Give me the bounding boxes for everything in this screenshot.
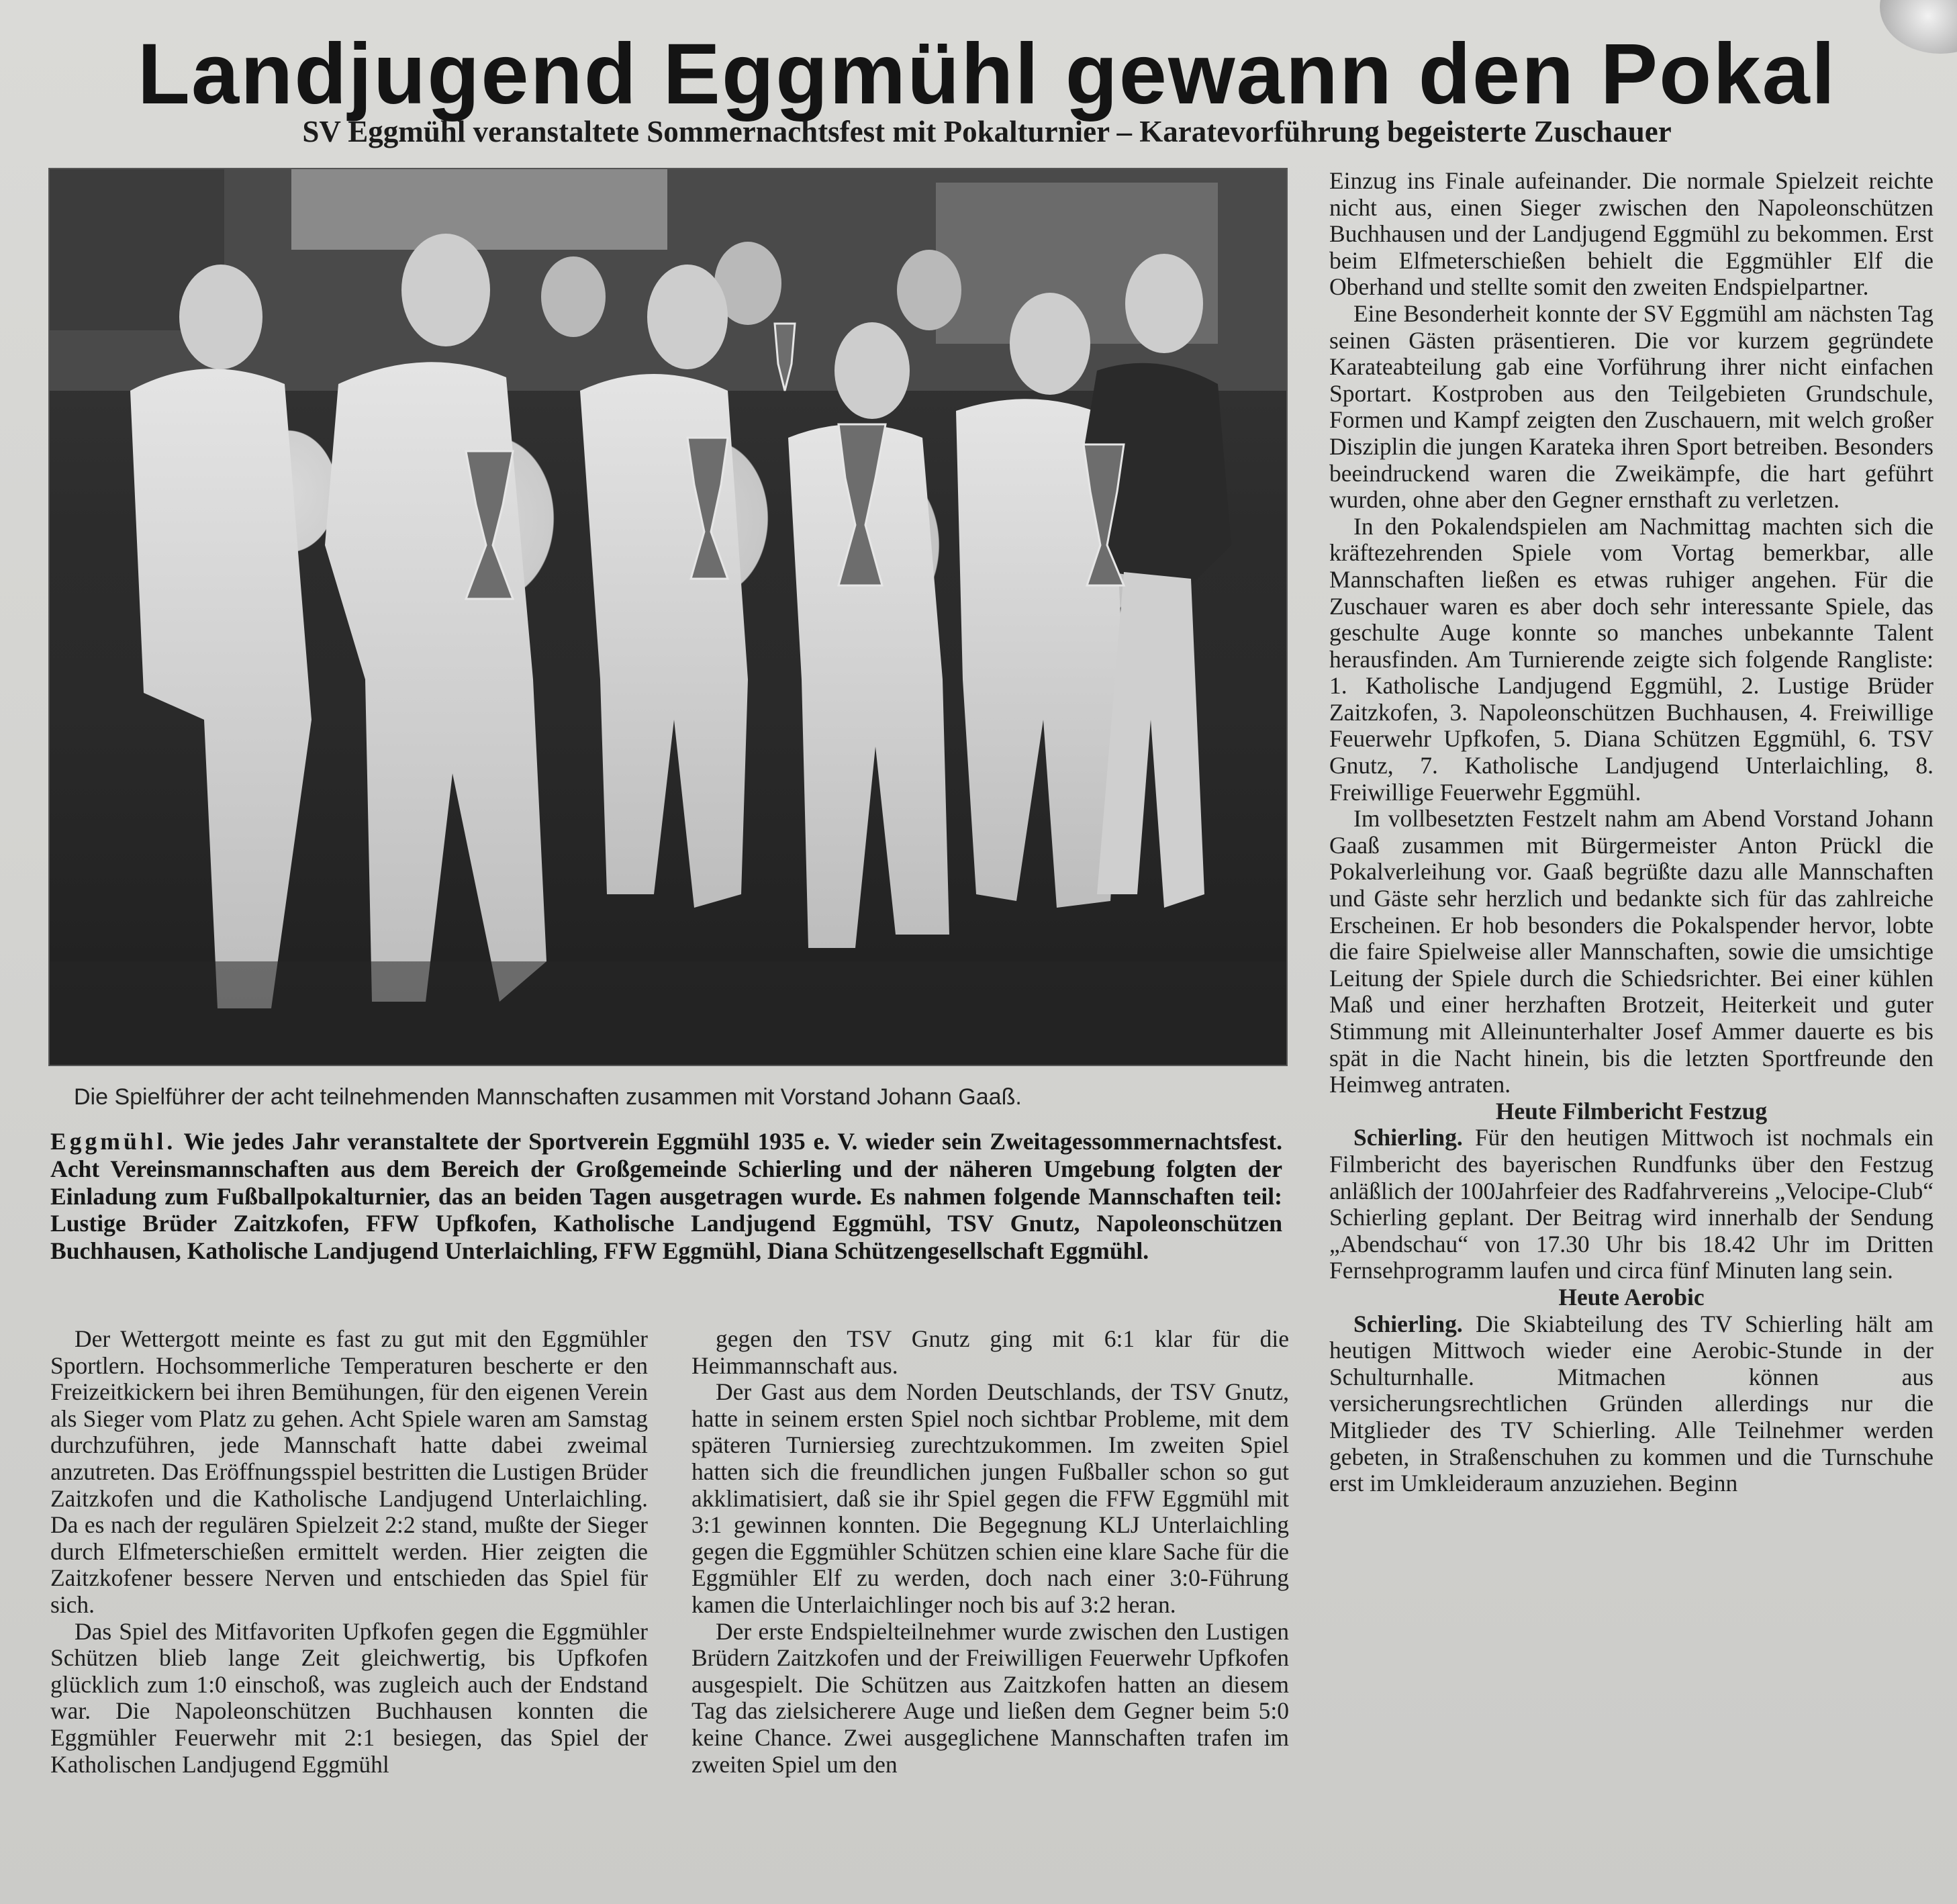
body-column-3: [1329, 168, 1934, 1497]
lead-paragraph: [50, 1128, 1282, 1265]
photo-caption: Die Spielführer der acht teilnehmenden Mannschaften zusammen mit Vorstand Johann Gaaß.: [74, 1084, 1022, 1110]
lead-dateline: Eggmühl.: [50, 1128, 177, 1155]
brief-dateline: Schierling.: [1353, 1124, 1463, 1151]
brief-heading-film: Heute Filmbericht Festzug: [1495, 1097, 1768, 1125]
paragraph: gegen den TSV Gnutz ging mit 6:1 klar für die Heimmannschaft aus.: [691, 1325, 1289, 1379]
paragraph: Das Spiel des Mitfavoriten Upfkofen gegen die Eggmühler Schützen blieb lange Zeit gleichwertig, bis Upfkofen glücklich zum 1:0 einschoß, was zugleich auch der Endstand war. Die Napoleonschützen Buchhausen konnten die Eggmühler Feuerwehr mit 2:1 besiegen, das Spiel der Katholischen Landjugend Eggmühl: [50, 1617, 648, 1778]
brief-text: Die Skiabteilung des TV Schierling hält am heutigen Mittwoch wieder eine Aerobic-Stunde in der Schulturnhalle. Mitmachen können aus versicherungsrechtlichen Gründen allerdings nur die Mitglieder des TV Schierling. Alle Teilnehmer werden gebeten, in Straßenschuhen zu kommen und die Turnschuhe erst im Umkleideraum anzuziehen. Beginn: [1329, 1310, 1934, 1497]
brief-heading-aerobic: Heute Aerobic: [1558, 1283, 1705, 1311]
metal-clip: [1880, 0, 1957, 54]
brief-film-report: [1329, 1125, 1934, 1284]
body-column-1: [50, 1326, 648, 1778]
paragraph: Der erste Endspielteilnehmer wurde zwischen den Lustigen Brüdern Zaitzkofen und der Freiwilligen Feuerwehr Upfkofen ausgespielt. Die Schützen aus Zaitzkofen hatten an diesem Tag das zielsicherere Auge und ließen dem Gegner beim 5:0 keine Chance. Zwei ausgeglichene Mannschaften trafen im zweiten Spiel um den: [691, 1617, 1289, 1778]
brief-aerobic: [1329, 1311, 1934, 1497]
body-column-2: [691, 1326, 1289, 1778]
lead-text: Wie jedes Jahr veranstaltete der Sportverein Eggmühl 1935 e. V. wieder sein Zweitagessommernachtsfest. Acht Vereinsmannschaften aus dem Bereich der Großgemeinde Schierling und der näheren Umgebung folgten der Einladung zum Fußballpokalturnier, das an beiden Tagen ausgetragen wurde. Es nahmen folgende Mannschaften teil: Lustige Brüder Zaitzkofen, FFW Upfkofen, Katholische Landjugend Eggmühl, TSV Gnutz, Napoleonschützen Buchhausen, Katholische Landjugend Unterlaichling, FFW Eggmühl, Diana Schützengesellschaft Eggmühl.: [50, 1128, 1282, 1265]
brief-text: Für den heutigen Mittwoch ist nochmals ein Filmbericht des bayerischen Rundfunks über den Festzug anläßlich der 100Jahrfeier des Radfahrvereins „Velocipe-Club“ Schierling geplant. Der Beitrag wird innerhalb der Sendung „Abendschau“ von 17.30 Uhr bis 18.42 Uhr im Dritten Fernsehprogramm laufen und circa fünf Minuten lang sein.: [1329, 1124, 1934, 1284]
paragraph: Der Gast aus dem Norden Deutschlands, der TSV Gnutz, hatte in seinem ersten Spiel noch sichtbar Probleme, mit dem späteren Turniersieg zurechtzukommen. Im zweiten Spiel hatten sich die freundlichen jungen Fußballer schon so gut akklimatisiert, daß sie ihr Spiel gegen die FFW Eggmühl mit 3:1 gewinnen konnten. Die Begegnung KLJ Unterlaichling gegen die Eggmühler Schützen schien eine klare Sache für die Eggmühler Elf zu werden, doch nach einer 3:0-Führung kamen die Unterlaichlinger noch bis auf 3:2 heran.: [691, 1378, 1289, 1618]
paragraph: In den Pokalendspielen am Nachmittag machten sich die kräftezehrenden Spiele vom Vortag bemerkbar, alle Mannschaften ließen es etwas ruhiger angehen. Für die Zuschauer waren es aber doch sehr interessante Spiele, das geschulte Auge konnte so manches unbekannte Talent herausfinden. Am Turnierende zeigte sich folgende Rangliste: 1. Katholische Landjugend Eggmühl, 2. Lustige Brüder Zaitzkofen, 3. Napoleonschützen Buchhausen, 4. Freiwillige Feuerwehr Upfkofen, 5. Diana Schützen Eggmühl, 6. TSV Gnutz, 7. Katholische Landjugend Unterlaichling, 8. Freiwillige Feuerwehr Eggmühl.: [1329, 512, 1934, 806]
paragraph: Einzug ins Finale aufeinander. Die normale Spielzeit reichte nicht aus, einen Sieger zwischen den Napoleonschützen Buchhausen und der Landjugend Eggmühl zu bekommen. Erst beim Elfmeterschießen behielt die Eggmühler Elf die Oberhand und stellte somit den zweiten Endspielpartner.: [1329, 167, 1934, 301]
paragraph: Im vollbesetzten Festzelt nahm am Abend Vorstand Johann Gaaß zusammen mit Bürgermeister Anton Prückl die Pokalverleihung vor. Gaaß begrüßte dazu alle Mannschaften und Gäste sehr herzlich und bedankte sich für das zahlreiche Erscheinen. Er hob besonders die Pokalspender hervor, lobte die faire Spielweise aller Mannschaften, sowie die umsichtige Leitung der Spiele durch die Schiedsrichter. Bei einer kühlen Maß und einer herzhaften Brotzeit, Heiterkeit und guter Stimmung mit Alleinunterhalter Josef Ammer dauerte es bis spät in die Nacht hinein, bis die letzten Sportfreunde den Heimweg antraten.: [1329, 805, 1934, 1098]
paragraph: Der Wettergott meinte es fast zu gut mit den Eggmühler Sportlern. Hochsommerliche Temperaturen bescherte er den Freizeitkickern bei ihren Bemühungen, für den eigenen Verein als Sieger vom Platz zu gehen. Acht Spiele waren am Samstag durchzuführen, jede Mannschaft hatte dabei zweimal anzutreten. Das Eröffnungsspiel bestritten die Lustigen Brüder Zaitzkofen und die Katholische Landjugend Unterlaichling. Da es nach der regulären Spielzeit 2:2 stand, mußte der Sieger durch Elfmeterschießen ermittelt werden. Hier zeigten die Zaitzkofener bessere Nerven und entschieden das Spiel für sich.: [50, 1325, 648, 1618]
subheadline: SV Eggmühl veranstaltete Sommernachtsfest mit Pokalturnier – Karatevorführung begeisterte Zuschauer: [302, 115, 1672, 148]
photo-figures: [50, 169, 1286, 1065]
team-captains-photo: [48, 168, 1288, 1066]
paragraph: Eine Besonderheit konnte der SV Eggmühl am nächsten Tag seinen Gästen präsentieren. Die vor kurzem gegründete Karateabteilung gab eine Vorführung ihrer nicht einfachen Sportart. Kostproben aus den Teilgebieten Grundschule, Formen und Kampf zeigten den Zuschauern, mit welch großer Disziplin die jungen Karateka ihren Sport betreiben. Besonders beeindruckend waren die Zweikämpfe, die hart geführt wurden, ohne aber den Gegner ernsthaft zu verletzen.: [1329, 299, 1934, 514]
headline: Landjugend Eggmühl gewann den Pokal: [137, 26, 1837, 122]
brief-dateline: Schierling.: [1353, 1310, 1463, 1337]
